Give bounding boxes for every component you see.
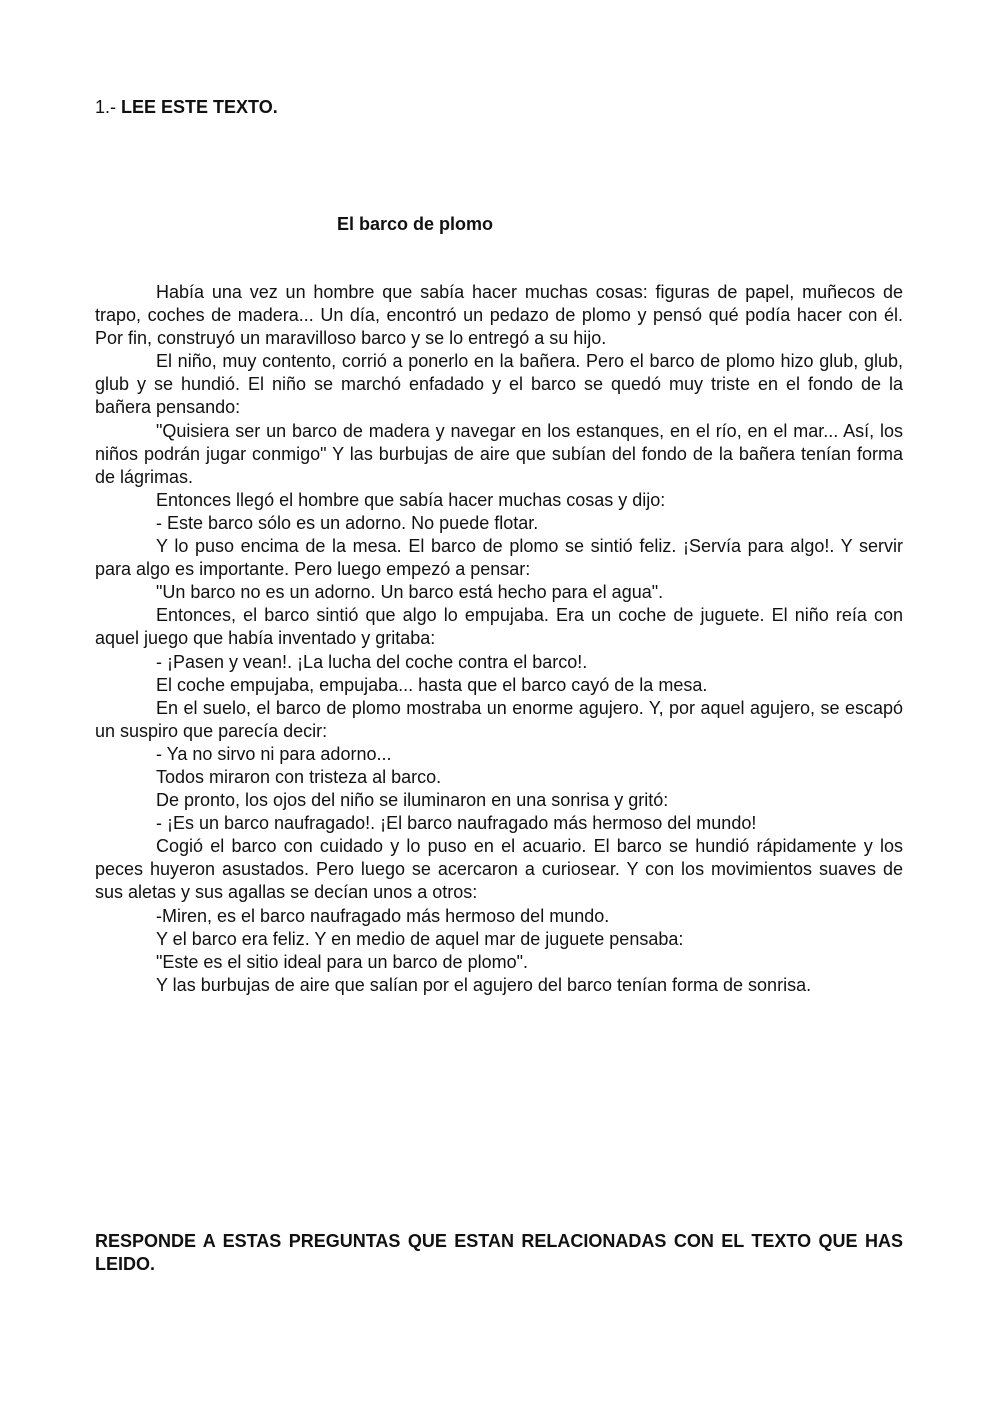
story-paragraph: "Un barco no es un adorno. Un barco está hecho para el agua". [156, 582, 664, 603]
story-paragraph: Y el barco era feliz. Y en medio de aquel mar de juguete pensaba: [156, 928, 684, 949]
story-paragraph: Y las burbujas de aire que salían por el agujero del barco tenían forma de sonrisa. [156, 974, 812, 995]
story-paragraph: Entonces, el barco sintió que algo lo empujaba. Era un coche de juguete. El niño reía con aquel juego que había inventado y gritaba: [95, 605, 903, 649]
section-number: 1.- [95, 97, 117, 117]
story-paragraph: - ¡Es un barco naufragado!. ¡El barco naufragado más hermoso del mundo! [156, 813, 757, 834]
story-paragraph: Había una vez un hombre que sabía hacer muchas cosas: figuras de papel, muñecos de trapo, coches de madera... Un día, encontró un pedazo de plomo y pensó qué podía hacer con él. Por fin, construyó un maravilloso barco y se lo entregó a su hijo. [95, 282, 903, 349]
story-paragraph: El niño, muy contento, corrió a ponerlo en la bañera. Pero el barco de plomo hizo glub, glub, glub y se hundió. El niño se marchó enfadado y el barco se quedó muy triste en el fondo de la bañera pensando: [95, 351, 903, 418]
questions-heading: RESPONDE A ESTAS PREGUNTAS QUE ESTAN RELACIONADAS CON EL TEXTO QUE HAS LEIDO. [95, 1231, 903, 1274]
story-paragraph: -Miren, es el barco naufragado más hermoso del mundo. [156, 905, 610, 926]
story-paragraph: "Este es el sitio ideal para un barco de plomo". [156, 951, 528, 972]
story-paragraph: Entonces llegó el hombre que sabía hacer muchas cosas y dijo: [156, 489, 666, 510]
story-paragraph: El coche empujaba, empujaba... hasta que el barco cayó de la mesa. [156, 674, 708, 695]
story-paragraph: "Quisiera ser un barco de madera y navegar en los estanques, en el río, en el mar... Así, los niños podrán jugar conmigo" Y las burbujas de aire que subían del fondo de la bañera tenían forma de lágrimas. [95, 420, 903, 487]
story-paragraph: De pronto, los ojos del niño se iluminaron en una sonrisa y gritó: [156, 790, 669, 811]
story-text [95, 281, 903, 997]
story-paragraph: - Ya no sirvo ni para adorno... [156, 743, 392, 764]
story-paragraph: En el suelo, el barco de plomo mostraba un enorme agujero. Y, por aquel agujero, se escapó un suspiro que parecía decir: [95, 697, 903, 741]
story-title: El barco de plomo [337, 214, 494, 234]
story-paragraph: Cogió el barco con cuidado y lo puso en el acuario. El barco se hundió rápidamente y los peces huyeron asustados. Pero luego se acercaron a curiosear. Y con los movimientos suaves de sus aletas y sus agallas se decían unos a otros: [95, 836, 903, 903]
section-heading [95, 95, 278, 119]
story-paragraph: - Este barco sólo es un adorno. No puede flotar. [156, 512, 539, 533]
story-paragraph: - ¡Pasen y vean!. ¡La lucha del coche contra el barco!. [156, 651, 588, 672]
story-paragraph: Todos miraron con tristeza al barco. [156, 766, 442, 787]
story-paragraph: Y lo puso encima de la mesa. El barco de plomo se sintió feliz. ¡Servía para algo!. Y servir para algo es importante. Pero luego empezó a pensar: [95, 536, 903, 580]
section-label: LEE ESTE TEXTO. [121, 97, 278, 117]
